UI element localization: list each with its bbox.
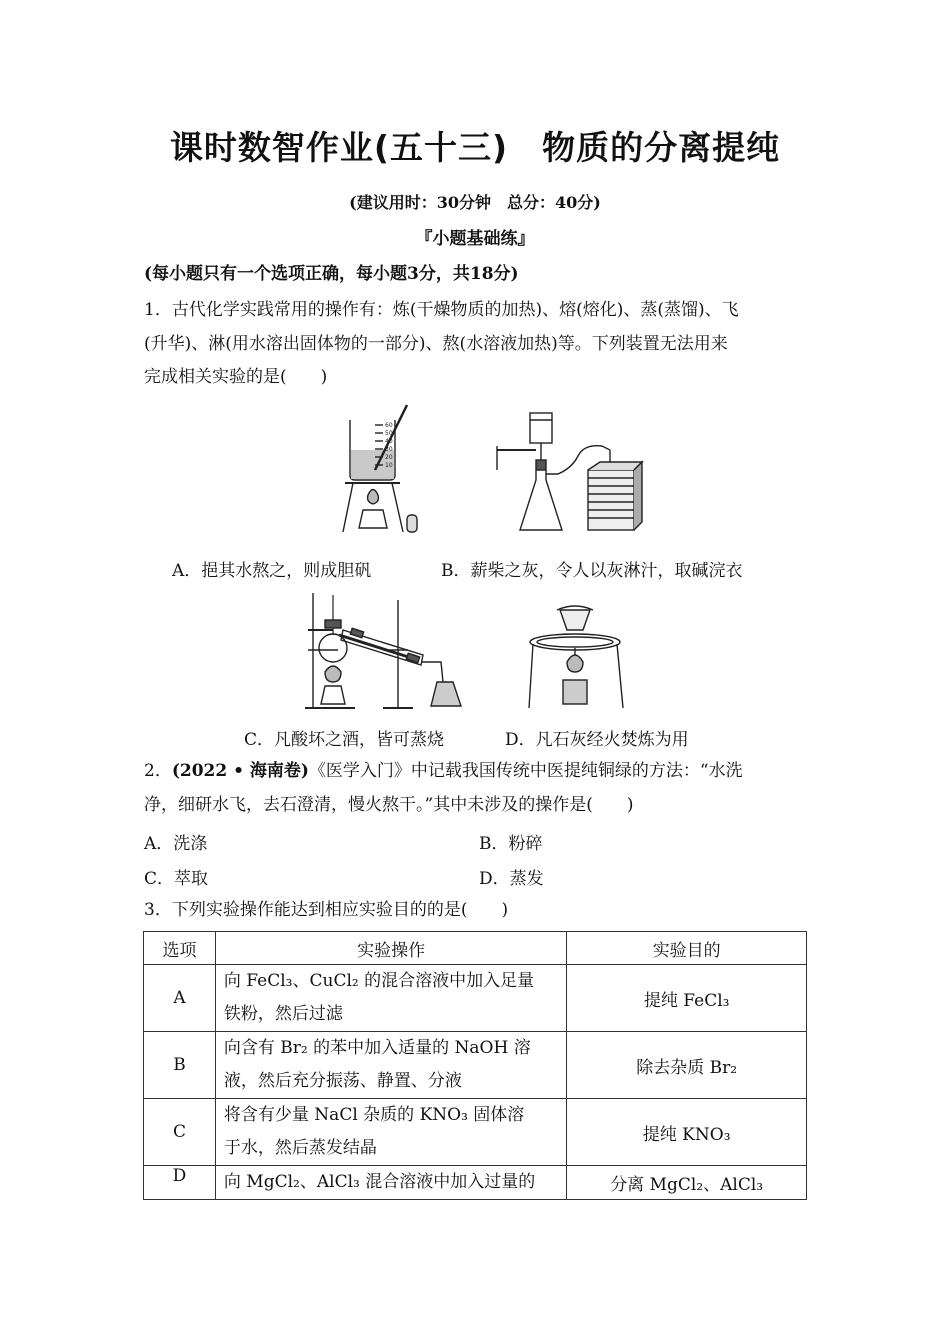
apparatus-a-evaporation-figure: [335, 400, 425, 540]
q2-stem-line1: 2．(2022 • 海南卷)《医学入门》中记载我国传统中医提纯铜绿的方法：“水洗: [144, 761, 743, 781]
receiving-flask: [431, 682, 461, 706]
q3-options-table: [143, 931, 807, 1200]
crucible: [560, 610, 590, 630]
q2-stem-line2: 净，细研水飞，去石澄清，慢火熬干。”其中未涉及的操作是( ): [144, 795, 634, 815]
row-goal: 提纯 FeCl₃: [567, 965, 807, 1032]
svg-text:10: 10: [385, 462, 393, 469]
row-option-label: A: [144, 965, 216, 1032]
q3-stem: 3．下列实验操作能达到相应实验目的的是( ): [144, 900, 509, 920]
row-option-label: D: [144, 1166, 216, 1200]
svg-text:20: 20: [385, 454, 393, 461]
distilling-flask: [319, 634, 347, 662]
section-heading: 『小题基础练』: [415, 229, 535, 249]
q2-option-a: A．洗涤: [144, 834, 208, 854]
svg-text:50: 50: [385, 430, 393, 437]
header-goal: 实验目的: [567, 932, 807, 965]
caption-option-d: D．凡石灰经火焚炼为用: [505, 730, 689, 750]
filter-flask: [520, 470, 562, 530]
row-operation: 向 FeCl₃、CuCl₂ 的混合溶液中加入足量 铁粉，然后过滤: [215, 965, 566, 1032]
header-option: 选项: [144, 932, 216, 965]
condenser: [339, 635, 418, 660]
header-operation: 实验操作: [215, 932, 566, 965]
q2-option-d: D．蒸发: [479, 869, 544, 889]
q1-stem-line1: 1．古代化学实践常用的操作有：炼(干燥物质的加热)、熔(熔化)、蒸(蒸馏)、飞: [144, 300, 739, 320]
row-goal: 分离 MgCl₂、AlCl₃: [567, 1166, 807, 1200]
caption-option-b: B．薪柴之灰，令人以灰淋汁，取碱浣衣: [441, 561, 743, 581]
water-pump: [588, 470, 634, 530]
row-operation: 将含有少量 NaCl 杂质的 KNO₃ 固体溶 于水，然后蒸发结晶: [215, 1099, 566, 1166]
q2-option-c: C．萃取: [144, 869, 209, 889]
table-row: [144, 1099, 807, 1166]
time-score-note: (建议用时：30分钟 总分：40分): [349, 193, 601, 212]
q1-stem-line3: 完成相关实验的是( ): [144, 367, 328, 387]
svg-text:30: 30: [385, 446, 393, 453]
svg-text:40: 40: [385, 438, 393, 445]
table-row: [144, 1032, 807, 1099]
caption-option-a: A．挹其水熬之，则成胆矾: [172, 561, 372, 581]
apparatus-c-distillation-figure: [303, 590, 468, 712]
svg-text:60: 60: [385, 422, 393, 429]
q2-option-b: B．粉碎: [479, 834, 543, 854]
row-operation: 向 MgCl₂、AlCl₃ 混合溶液中加入过量的: [215, 1166, 566, 1200]
q1-stem-line2: (升华)、淋(用水溶出固体物的一部分)、熬(水溶液加热)等。下列装置无法用来: [144, 334, 728, 354]
buchner-funnel: [530, 413, 552, 443]
row-goal: 除去杂质 Br₂: [567, 1032, 807, 1099]
alcohol-lamp: [359, 510, 387, 528]
table-row: [144, 1166, 807, 1200]
caption-option-c: C．凡酸坏之酒，皆可蒸烧: [244, 730, 445, 750]
burner: [563, 680, 587, 704]
page-title: 课时数智作业(五十三) 物质的分离提纯: [169, 128, 781, 167]
table-header-row: [144, 932, 807, 965]
instruction-text: (每小题只有一个选项正确，每小题3分，共18分): [144, 264, 519, 284]
row-option-label: C: [144, 1099, 216, 1166]
row-operation: 向含有 Br₂ 的苯中加入适量的 NaOH 溶 液，然后充分振荡、静置、分液: [215, 1032, 566, 1099]
burner-flame: [368, 490, 379, 505]
lamp-cap: [407, 515, 417, 532]
row-option-label: B: [144, 1032, 216, 1099]
row-goal: 提纯 KNO₃: [567, 1099, 807, 1166]
apparatus-b-suction-filtration-figure: [492, 408, 652, 540]
apparatus-d-crucible-figure: [525, 600, 630, 712]
table-row: [144, 965, 807, 1032]
